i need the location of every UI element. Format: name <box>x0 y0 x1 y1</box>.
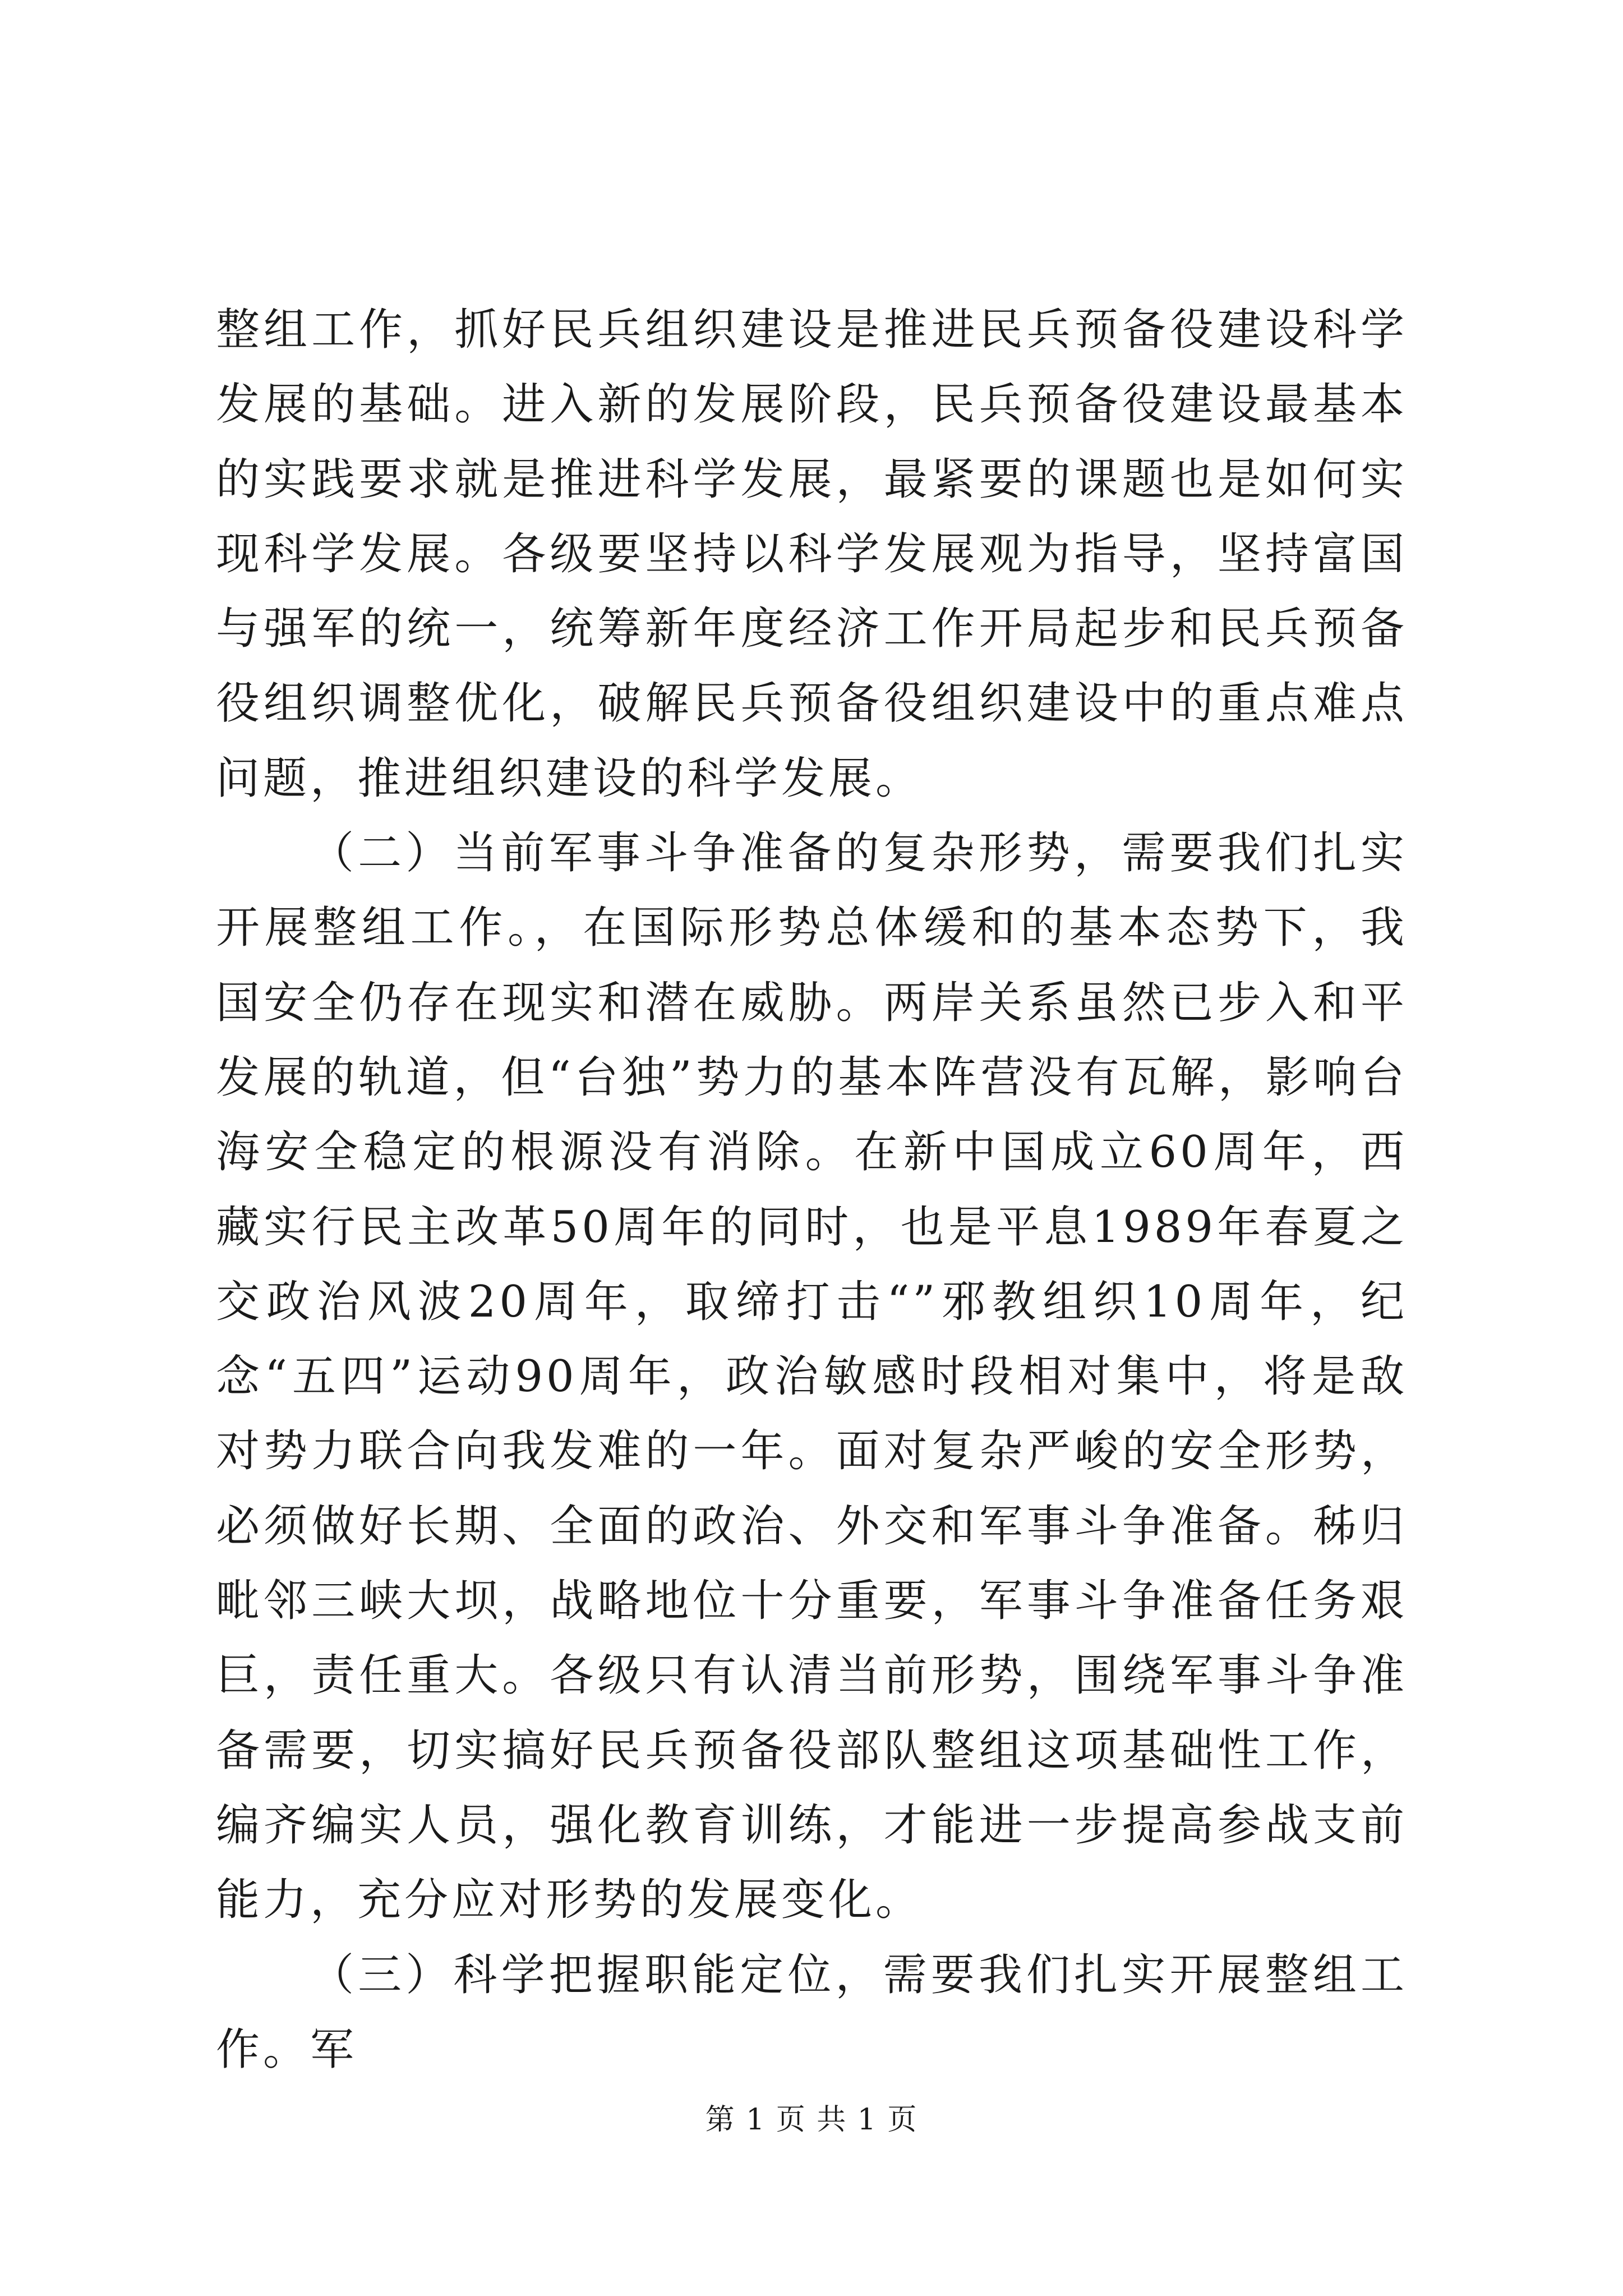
paragraph-section-three: （三）科学把握职能定位，需要我们扎实开展整组工作。军 <box>216 1949 1408 2075</box>
page-number-footer: 第 1 页 共 1 页 <box>705 2103 918 2137</box>
paragraph-section-two: （二）当前军事斗争准备的复杂形势，需要我们扎实开展整组工作。，在国际形势总体缓和的基本态势下，我国安全仍存在现实和潜在威胁。两岸关系虽然已步入和平发展的轨道，但“台独”势力的基本阵营没有瓦解，影响台海安全稳定的根源没有消除。在新中国成立60周年，西藏实行民主改革50周年的同时，也是平息1989年春夏之交政治风波20周年，取缔打击“”邪教组织10周年，纪念“五四”运动90周年，政治敏感时段相对集中，将是敌对势力联合向我发难的一年。面对复杂严峻的安全形势，必须做好长期、全面的政治、外交和军事斗争准备。秭归毗邻三峡大坝，战略地位十分重要，军事斗争准备任务艰巨，责任重大。各级只有认清当前形势，围绕军事斗争准备需要，切实搞好民兵预备役部队整组这项基础性工作，编齐编实人员，强化教育训练，才能进一步提高参战支前能力，充分应对形势的发展变化。 <box>216 828 1408 1926</box>
body-text <box>216 293 1408 2087</box>
paragraph-continued: 整组工作，抓好民兵组织建设是推进民兵预备役建设科学发展的基础。进入新的发展阶段，民兵预备役建设最基本的实践要求就是推进科学发展，最紧要的课题也是如何实现科学发展。各级要坚持以科学发展观为指导，坚持富国与强军的统一，统筹新年度经济工作开局起步和民兵预备役组织调整优化，破解民兵预备役组织建设中的重点难点问题，推进组织建设的科学发展。 <box>216 305 1408 804</box>
